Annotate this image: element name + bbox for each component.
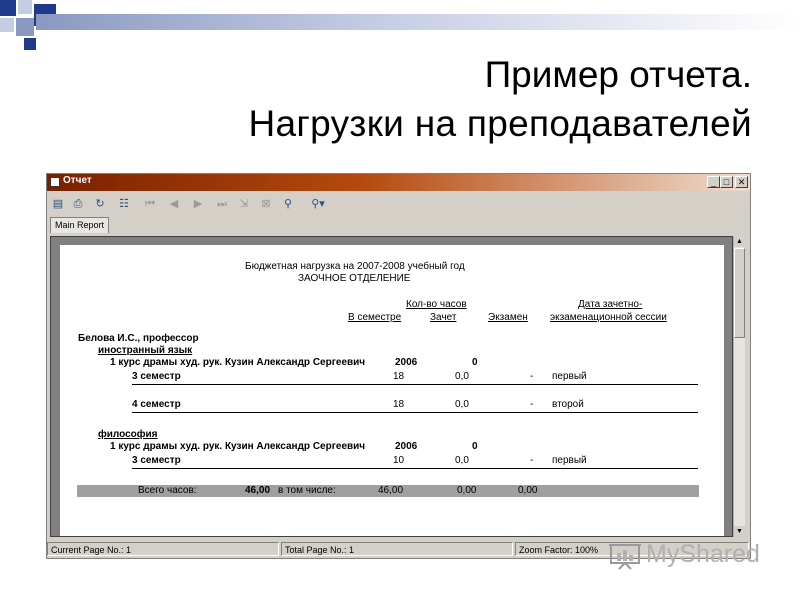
status-zoom: Zoom Factor: 100% xyxy=(515,542,749,556)
group-count: 0 xyxy=(472,357,478,368)
scroll-thumb[interactable] xyxy=(734,248,745,338)
export-icon[interactable]: ▤ xyxy=(52,198,64,210)
decor-square-5 xyxy=(16,18,34,36)
header-date-2: экзаменационной сессии xyxy=(550,312,667,323)
row-session: второй xyxy=(552,399,584,410)
toolbar xyxy=(47,193,750,215)
row-session: первый xyxy=(552,455,587,466)
row-hours: 10 xyxy=(393,455,405,466)
group-year: 2006 xyxy=(395,441,418,452)
decor-bar xyxy=(36,14,800,30)
group-tree-icon[interactable]: ☷ xyxy=(119,198,129,210)
watermark-text: MyShared xyxy=(646,540,760,568)
row-session: первый xyxy=(552,371,587,382)
goto-page-icon[interactable]: ⇲ xyxy=(239,198,249,210)
slide-title-line2: Нагрузки на преподавателей xyxy=(248,103,752,144)
total-credit: 0,00 xyxy=(457,485,477,496)
decor-square-1 xyxy=(0,0,16,16)
row-credit: 0,0 xyxy=(455,455,469,466)
tab-main-report[interactable]: Main Report xyxy=(50,217,109,233)
window-title: Отчет xyxy=(63,175,92,186)
status-bar xyxy=(47,540,750,558)
header-semester: В семестре xyxy=(348,312,402,323)
row-exam: - xyxy=(530,455,534,466)
group-name: 1 курс драмы худ. рук. Кузин Александр Сергеевич xyxy=(110,357,366,368)
total-semester: 46,00 xyxy=(378,485,404,496)
presentation-board-icon xyxy=(608,542,642,570)
header-exam: Экзамен xyxy=(488,312,528,323)
decor-square-6 xyxy=(24,38,36,50)
row-divider xyxy=(132,468,698,469)
row-semester: 3 семестр xyxy=(132,455,181,466)
report-window xyxy=(46,173,751,559)
decor-square-2 xyxy=(18,0,32,14)
minimize-button[interactable]: _ xyxy=(707,176,720,188)
vertical-scrollbar[interactable] xyxy=(733,236,745,537)
subject-name: иностранный язык xyxy=(98,345,193,356)
decor-square-4 xyxy=(0,18,14,32)
slide-title xyxy=(248,50,752,148)
stop-icon[interactable]: ⊠ xyxy=(261,198,271,210)
teacher-name: Белова И.С., профессор xyxy=(78,333,199,344)
report-title: Бюджетная нагрузка на 2007-2008 учебный год xyxy=(245,261,465,272)
first-page-icon[interactable]: ⏮ xyxy=(145,198,155,210)
group-year: 2006 xyxy=(395,357,418,368)
refresh-icon[interactable]: ↻ xyxy=(95,198,105,210)
header-date-1: Дата зачетно- xyxy=(578,299,643,310)
search-icon[interactable]: ⚲ xyxy=(283,198,293,210)
row-credit: 0,0 xyxy=(455,371,469,382)
row-exam: - xyxy=(530,399,534,410)
previous-page-icon[interactable]: ◀ xyxy=(169,198,179,210)
row-credit: 0,0 xyxy=(455,399,469,410)
total-label: Всего часов: xyxy=(138,485,197,496)
header-hours: Кол-во часов xyxy=(406,299,467,310)
total-exam: 0,00 xyxy=(518,485,538,496)
total-incl-label: в том числе: xyxy=(278,485,336,496)
window-titlebar[interactable] xyxy=(47,174,750,191)
total-value: 46,00 xyxy=(245,485,271,496)
report-subtitle: ЗАОЧНОЕ ОТДЕЛЕНИЕ xyxy=(298,273,411,284)
report-viewport xyxy=(50,236,733,537)
status-total-page: Total Page No.: 1 xyxy=(281,542,513,556)
report-page xyxy=(60,245,724,537)
status-current-page: Current Page No.: 1 xyxy=(47,542,279,556)
tab-strip xyxy=(47,216,750,233)
row-hours: 18 xyxy=(393,399,405,410)
row-semester: 4 семестр xyxy=(132,399,181,410)
row-hours: 18 xyxy=(393,371,405,382)
scroll-down-icon[interactable]: ▼ xyxy=(734,526,745,537)
row-divider xyxy=(132,412,698,413)
window-app-icon xyxy=(50,177,60,187)
last-page-icon[interactable]: ⏭ xyxy=(217,198,227,210)
header-credit: Зачет xyxy=(430,312,457,323)
row-semester: 3 семестр xyxy=(132,371,181,382)
scroll-up-icon[interactable]: ▲ xyxy=(734,236,745,247)
maximize-button[interactable]: □ xyxy=(720,176,733,188)
group-name: 1 курс драмы худ. рук. Кузин Александр Сергеевич xyxy=(110,441,366,452)
slide-title-line1: Пример отчета. xyxy=(484,54,752,95)
next-page-icon[interactable]: ▶ xyxy=(193,198,203,210)
zoom-icon[interactable]: ⚲▾ xyxy=(311,198,325,210)
close-button[interactable]: ✕ xyxy=(735,176,748,188)
print-icon[interactable]: ⎙ xyxy=(73,198,83,210)
subject-name: философия xyxy=(98,429,158,440)
row-exam: - xyxy=(530,371,534,382)
row-divider xyxy=(132,384,698,385)
group-count: 0 xyxy=(472,441,478,452)
